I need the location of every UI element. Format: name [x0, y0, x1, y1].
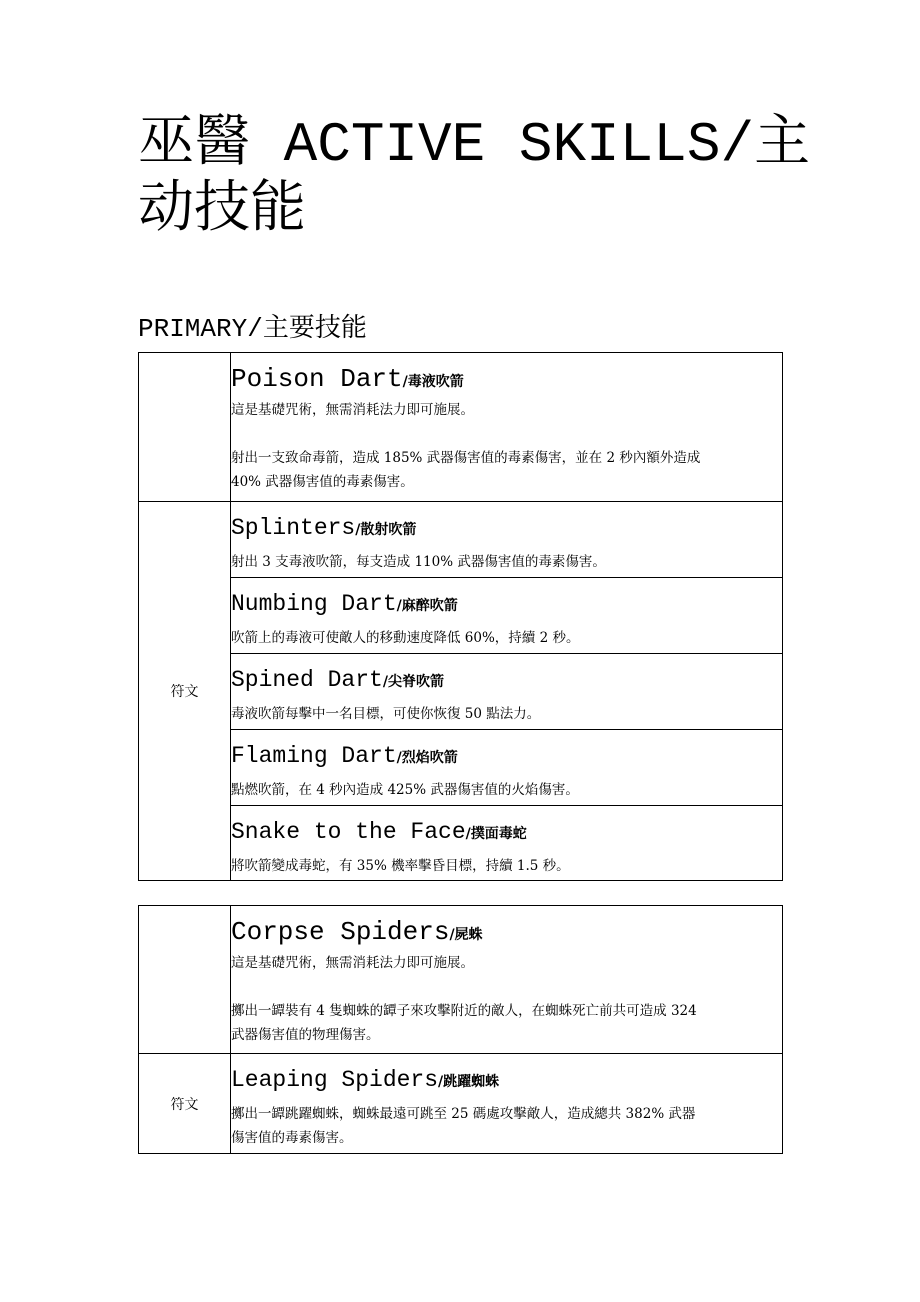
rune-name: Splinters/散射吹箭: [231, 515, 417, 541]
rune-desc: 毒液吹箭每擊中一名目標，可使你恢復 50 點法力。: [231, 706, 541, 722]
rune-row: [139, 730, 783, 806]
skill-row: [139, 353, 783, 502]
rune-name: Leaping Spiders/跳躍蜘蛛: [231, 1067, 500, 1093]
rune-label: 符文: [139, 1054, 231, 1154]
rune-name: Numbing Dart/麻醉吹箭: [231, 591, 458, 617]
skill-row: [139, 906, 783, 1054]
rune-row: [139, 1054, 783, 1154]
skill-name: Poison Dart/毒液吹箭: [231, 364, 464, 394]
skill-desc: 射出一支致命毒箭，造成 185% 武器傷害值的毒素傷害，並在 2 秒內額外造成: [231, 450, 701, 466]
rune-row: [139, 578, 783, 654]
skill-desc: 武器傷害值的物理傷害。: [231, 1027, 380, 1043]
rune-name: Snake to the Face/撲面毒蛇: [231, 819, 527, 845]
skill-desc: 40% 武器傷害值的毒素傷害。: [231, 474, 414, 490]
rune-desc: 射出 3 支毒液吹箭，每支造成 110% 武器傷害值的毒素傷害。: [231, 554, 606, 570]
skill-name: Corpse Spiders/屍蛛: [231, 917, 483, 947]
rune-desc: 傷害值的毒素傷害。: [231, 1130, 353, 1146]
rune-desc: 將吹箭變成毒蛇，有 35% 機率擊昏目標，持續 1.5 秒。: [231, 858, 570, 874]
section-heading: PRIMARY/主要技能: [138, 314, 367, 344]
rune-row: [139, 806, 783, 881]
rune-desc: 點燃吹箭，在 4 秒內造成 425% 武器傷害值的火焰傷害。: [231, 782, 579, 798]
page-title: 巫醫 ACTIVE SKILLS/主动技能: [138, 113, 811, 243]
rune-row: [139, 502, 783, 578]
rune-desc: 吹箭上的毒液可使敵人的移動速度降低 60%，持續 2 秒。: [231, 630, 580, 646]
rune-name: Flaming Dart/烈焰吹箭: [231, 743, 458, 769]
poison-dart-table: [138, 352, 783, 881]
rune-label: 符文: [139, 502, 231, 881]
skill-note: 這是基礎咒術，無需消耗法力即可施展。: [231, 402, 474, 418]
corpse-spiders-table: [138, 905, 783, 1154]
rune-row: [139, 654, 783, 730]
skill-note: 這是基礎咒術，無需消耗法力即可施展。: [231, 955, 474, 971]
skill-desc: 擲出一罈裝有 4 隻蜘蛛的罈子來攻擊附近的敵人，在蜘蛛死亡前共可造成 324: [231, 1003, 697, 1019]
rune-desc: 擲出一罈跳躍蜘蛛，蜘蛛最遠可跳至 25 碼處攻擊敵人，造成總共 382% 武器: [231, 1106, 696, 1122]
rune-name: Spined Dart/尖脊吹箭: [231, 667, 444, 693]
